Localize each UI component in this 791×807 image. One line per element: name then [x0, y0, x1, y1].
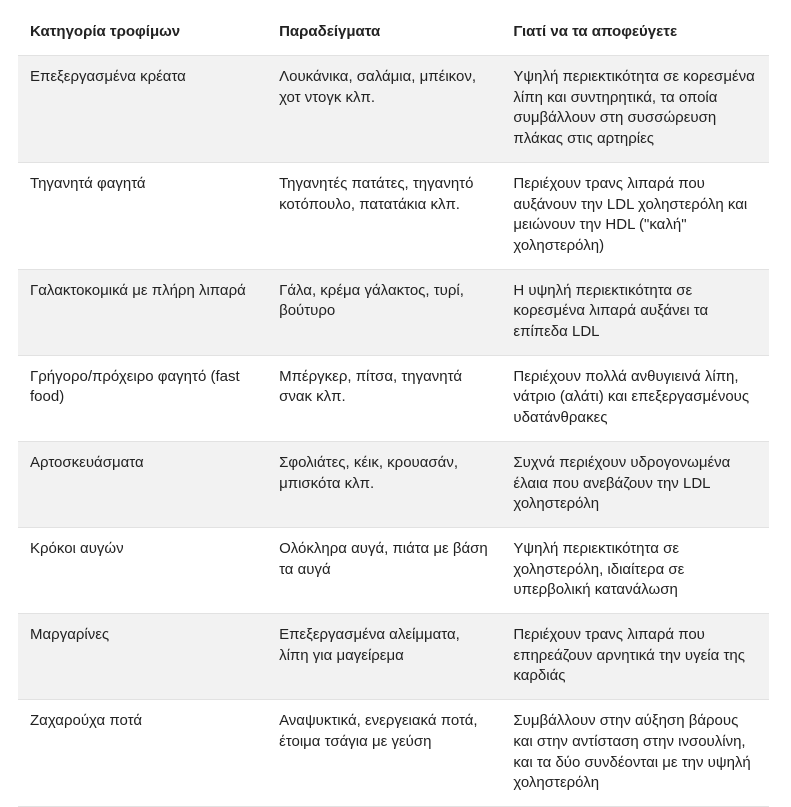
cell-examples: Γάλα, κρέμα γάλακτος, τυρί, βούτυρο: [267, 269, 501, 355]
table-row: [18, 162, 769, 269]
cell-examples: Μπέργκερ, πίτσα, τηγανητά σνακ κλπ.: [267, 355, 501, 441]
cell-examples: Αναψυκτικά, ενεργειακά ποτά, έτοιμα τσάγια με γεύση: [267, 700, 501, 807]
cell-reason: Συχνά περιέχουν υδρογονωμένα έλαια που ανεβάζουν την LDL χοληστερόλη: [501, 441, 769, 527]
cell-examples: Σφολιάτες, κέικ, κρουασάν, μπισκότα κλπ.: [267, 441, 501, 527]
cell-examples: Τηγανητές πατάτες, τηγανητό κοτόπουλο, πατατάκια κλπ.: [267, 162, 501, 269]
cell-reason: Περιέχουν τρανς λιπαρά που αυξάνουν την LDL χοληστερόλη και μειώνουν την HDL ("καλή" χοληστερόλη): [501, 162, 769, 269]
header-examples: Παραδείγματα: [267, 7, 501, 56]
header-reason: Γιατί να τα αποφεύγετε: [501, 7, 769, 56]
cell-category: Τηγανητά φαγητά: [18, 162, 267, 269]
cell-reason: Υψηλή περιεκτικότητα σε κορεσμένα λίπη και συντηρητικά, τα οποία συμβάλλουν στη συσσώρευση πλάκας στις αρτηρίες: [501, 56, 769, 163]
cell-reason: Περιέχουν τρανς λιπαρά που επηρεάζουν αρνητικά την υγεία της καρδιάς: [501, 614, 769, 700]
table-body: [18, 56, 769, 807]
cell-category: Μαργαρίνες: [18, 614, 267, 700]
table-row: [18, 441, 769, 527]
table-row: [18, 527, 769, 613]
cell-category: Κρόκοι αυγών: [18, 527, 267, 613]
table-header: [18, 7, 769, 56]
cell-examples: Επεξεργασμένα αλείμματα, λίπη για μαγείρεμα: [267, 614, 501, 700]
table-row: [18, 614, 769, 700]
header-row: [18, 7, 769, 56]
cell-reason: Συμβάλλουν στην αύξηση βάρους και στην αντίσταση στην ινσουλίνη, και τα δύο συνδέονται με την υψηλή χοληστερόλη: [501, 700, 769, 807]
foods-to-avoid-table: [18, 7, 769, 807]
cell-category: Επεξεργασμένα κρέατα: [18, 56, 267, 163]
cell-reason: Υψηλή περιεκτικότητα σε χοληστερόλη, ιδιαίτερα σε υπερβολική κατανάλωση: [501, 527, 769, 613]
cell-reason: Η υψηλή περιεκτικότητα σε κορεσμένα λιπαρά αυξάνει τα επίπεδα LDL: [501, 269, 769, 355]
table-row: [18, 56, 769, 163]
header-category: Κατηγορία τροφίμων: [18, 7, 267, 56]
table-row: [18, 700, 769, 807]
cell-category: Ζαχαρούχα ποτά: [18, 700, 267, 807]
cell-category: Αρτοσκευάσματα: [18, 441, 267, 527]
cell-examples: Λουκάνικα, σαλάμια, μπέικον, χοτ ντογκ κλπ.: [267, 56, 501, 163]
cell-category: Γρήγορο/πρόχειρο φαγητό (fast food): [18, 355, 267, 441]
cell-category: Γαλακτοκομικά με πλήρη λιπαρά: [18, 269, 267, 355]
cell-reason: Περιέχουν πολλά ανθυγιεινά λίπη, νάτριο (αλάτι) και επεξεργασμένους υδατάνθρακες: [501, 355, 769, 441]
table-row: [18, 355, 769, 441]
cell-examples: Ολόκληρα αυγά, πιάτα με βάση τα αυγά: [267, 527, 501, 613]
table-row: [18, 269, 769, 355]
